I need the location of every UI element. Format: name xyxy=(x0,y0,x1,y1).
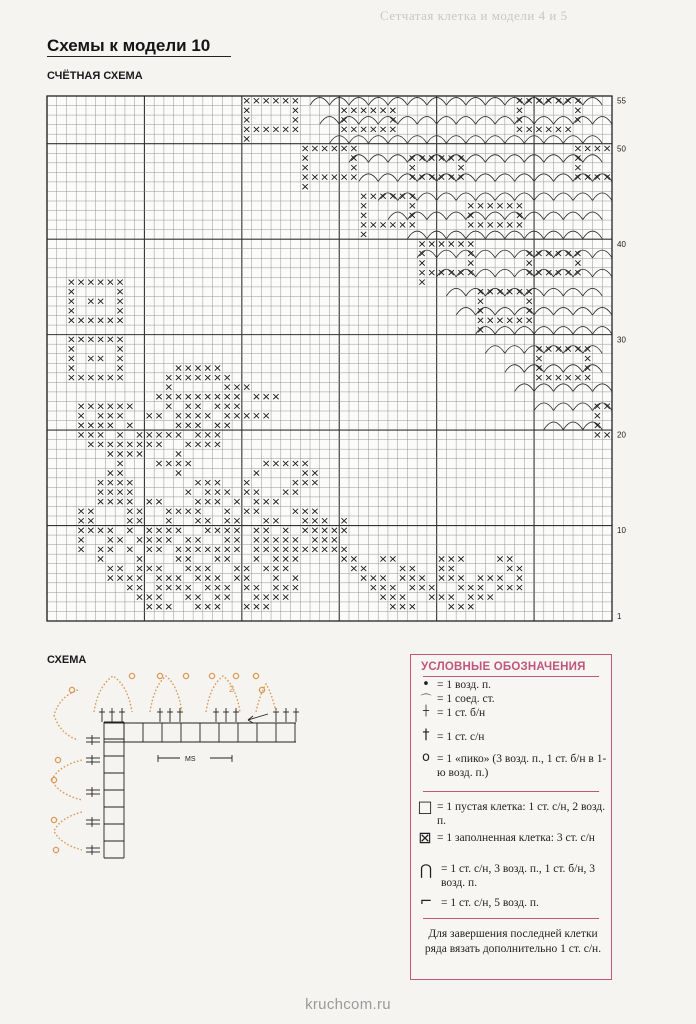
picot-mark xyxy=(51,817,56,822)
legend-item-filled-cell: = 1 заполненная клетка: 3 ст. с/н xyxy=(437,832,595,844)
chain-dot-icon: • xyxy=(422,677,430,692)
legend-panel xyxy=(410,654,612,980)
picot-icon: ο xyxy=(422,750,430,765)
row-number: 10 xyxy=(617,526,626,536)
scheme-diagram xyxy=(104,722,296,858)
watermark: kruchcom.ru xyxy=(305,996,391,1013)
scallop-arc xyxy=(54,812,82,850)
picot-mark xyxy=(129,673,134,678)
scheme-label: СХЕМА xyxy=(47,654,87,666)
faded-heading: Сетчатая клетка и модели 4 и 5 xyxy=(380,8,568,23)
filled-cell-icon: ⊠ xyxy=(418,828,432,847)
legend-item-empty-cell: = 1 пустая клетка: 1 ст. с/н, 2 возд. п. xyxy=(437,801,606,827)
picot-mark xyxy=(157,673,162,678)
scallop-arc xyxy=(206,676,240,712)
scallop-arc xyxy=(150,676,182,712)
bar-cell-icon: ⌐ xyxy=(419,892,433,910)
empty-cell-icon: □ xyxy=(417,797,433,816)
legend-item-sc: = 1 ст. б/н xyxy=(437,707,486,719)
scallop-arc xyxy=(94,676,132,712)
ms-label: MS xyxy=(185,756,196,763)
slip-stitch-icon: ⌒ xyxy=(420,693,432,706)
legend-item-chain: = 1 возд. п. xyxy=(437,679,492,691)
row-number: 50 xyxy=(617,144,626,154)
scheme-scallops xyxy=(52,676,276,850)
arch-cell-icon: ⋂ xyxy=(419,861,433,879)
single-crochet-icon: ┼ xyxy=(422,706,430,717)
row-number: 30 xyxy=(617,335,626,345)
picot-mark xyxy=(259,687,264,692)
legend-item-dc: = 1 ст. с/н xyxy=(437,731,485,743)
picot-mark xyxy=(183,673,188,678)
row-number: 55 xyxy=(617,96,626,106)
legend-note: Для завершения последней клетки ряда вязать дополнительно 1 ст. с/н. xyxy=(424,928,602,955)
picot-mark xyxy=(233,673,238,678)
legend-item-slip: = 1 соед. ст. xyxy=(437,693,495,705)
legend-rule-mid xyxy=(423,791,599,792)
legend-item-arch-cell: = 1 ст. с/н, 3 возд. п., 1 ст. б/н, 3 возд. п. xyxy=(441,863,595,889)
row-number: 20 xyxy=(617,430,626,440)
counting-chart-label: СЧЁТНАЯ СХЕМА xyxy=(47,70,143,82)
double-crochet-icon: † xyxy=(422,727,430,743)
pointer-arrow xyxy=(248,714,268,723)
picot-mark xyxy=(69,687,74,692)
legend-item-picot: = 1 «пико» (3 возд. п., 1 ст. б/н в 1-ю возд. п.) xyxy=(437,753,607,779)
legend-item-bar-cell: = 1 ст. с/н, 5 возд. п. xyxy=(441,897,539,909)
scallop-arc xyxy=(256,684,276,712)
scheme-picots xyxy=(51,673,264,852)
row-number: 40 xyxy=(617,239,626,249)
row-number: 1 xyxy=(617,612,622,622)
picot-mark xyxy=(53,847,58,852)
page-title: Схемы к модели 10 xyxy=(47,36,211,55)
legend-title: УСЛОВНЫЕ ОБОЗНАЧЕНИЯ xyxy=(421,661,586,673)
row-marker-digit: 2 xyxy=(229,684,235,694)
scheme-posts xyxy=(86,708,299,855)
picot-mark xyxy=(253,673,258,678)
legend-rule-bottom xyxy=(423,918,599,919)
picot-mark xyxy=(55,757,60,762)
picot-mark xyxy=(209,673,214,678)
legend-rule-top xyxy=(423,676,599,677)
scallop-arc xyxy=(54,690,78,740)
